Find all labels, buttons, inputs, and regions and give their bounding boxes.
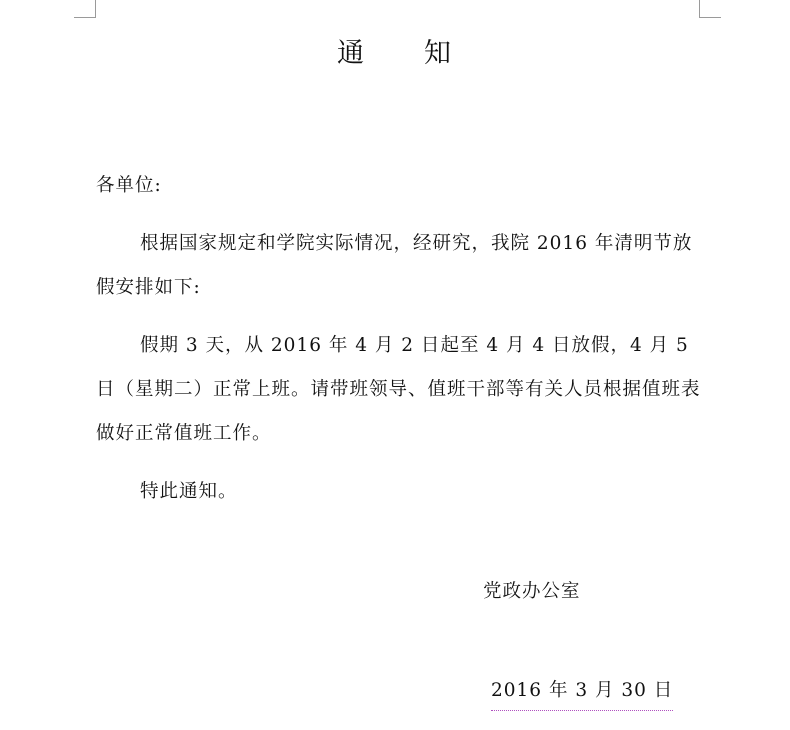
paragraph-holiday-intro: 根据国家规定和学院实际情况，经研究，我院 2016 年清明节放假安排如下:: [96, 233, 693, 298]
document-date: 2016 年 3 月 30 日: [491, 672, 673, 711]
page-corner-mark-top-left: [74, 0, 96, 18]
page-title: 通 知: [337, 38, 453, 69]
paragraph-holiday-schedule: 假期 3 天，从 2016 年 4 月 2 日起至 4 月 4 日放假，4 月 5 日（星期二）正常上班。请带班领导、值班干部等有关人员根据值班表做好正常值班工作。: [96, 335, 701, 444]
salutation: 各单位:: [96, 175, 162, 196]
signature-office: 党政办公室: [483, 581, 581, 602]
paragraph-closing: 特此通知。: [140, 481, 238, 502]
page-corner-mark-top-right: [699, 0, 721, 18]
